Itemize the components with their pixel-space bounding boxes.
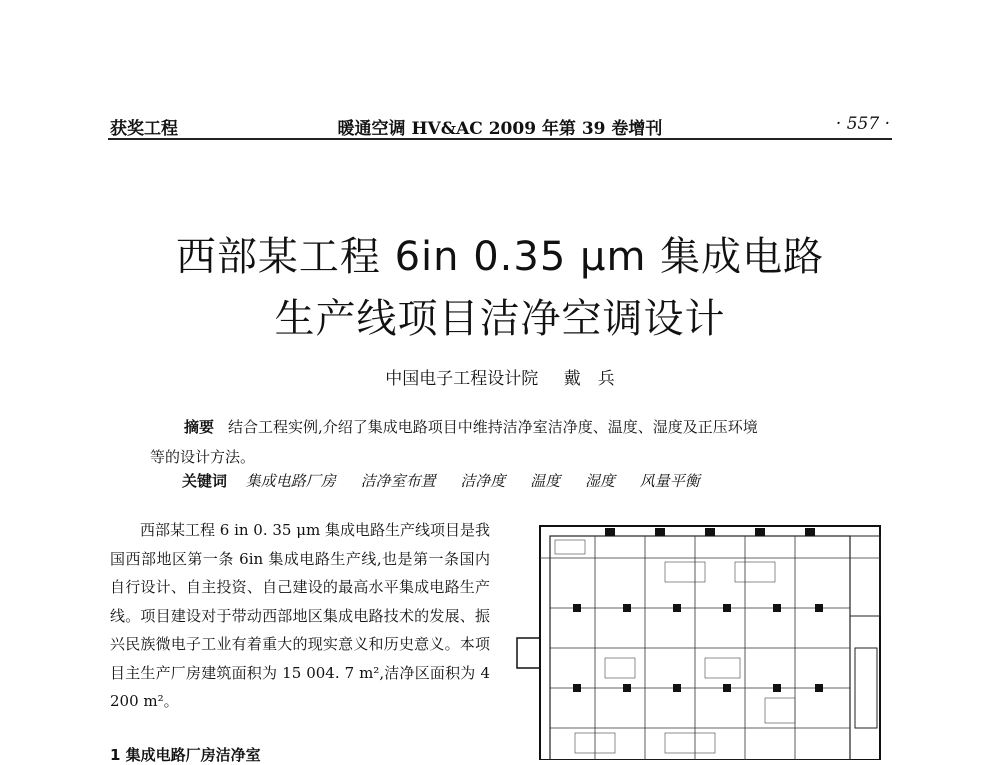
abstract-text-1: 结合工程实例,介绍了集成电路项目中维持洁净室洁净度、温度、湿度及正压环境 [228, 418, 758, 436]
title-line-2: 生产线项目洁净空调设计 [274, 296, 726, 342]
keywords [182, 470, 720, 491]
paper-title [0, 226, 1000, 350]
keywords-label: 关键词 [182, 472, 228, 490]
header-page-number: · 557 · [835, 114, 890, 134]
keyword: 集成电路厂房 [245, 472, 336, 490]
intro-paragraph: 西部某工程 6 in 0. 35 μm 集成电路生产线项目是我国西部地区第一条 6in 集成电路生产线,也是第一条国内自行设计、自主投资、自己建设的最高水平集成电路生产线。项目建设对于带动西部地区集成电路技术的发展、振兴民族微电子工业有着重大的现实意义和历史意义。本项目主生产厂房建筑面积为 15 004. 7 m²,洁净区面积为 4 200 m²。 [110, 521, 490, 710]
keyword: 温度 [530, 472, 561, 490]
author-line [0, 364, 1000, 389]
author-affiliation: 中国电子工程设计院 [385, 369, 539, 389]
abstract-line-1 [150, 412, 862, 442]
keyword: 洁净度 [460, 472, 506, 490]
keyword: 洁净室布置 [360, 472, 436, 490]
cleanroom-floor-plan-figure [515, 518, 893, 760]
section-heading: 1 集成电路厂房洁净室 [110, 746, 261, 764]
abstract-label: 摘要 [184, 418, 215, 436]
keyword: 湿度 [584, 472, 615, 490]
abstract [150, 412, 862, 472]
body-text [110, 516, 490, 716]
header-section: 获奖工程 [110, 119, 178, 139]
keyword: 风量平衡 [639, 472, 700, 490]
author-name: 戴 兵 [563, 369, 615, 389]
header-rule [108, 138, 892, 140]
abstract-line-2: 等的设计方法。 [150, 448, 256, 466]
title-line-1: 西部某工程 6in 0.35 μm 集成电路 [175, 234, 825, 280]
header-journal: 暖通空调 HV&AC 2009 年第 39 卷增刊 [337, 119, 663, 139]
running-header [110, 110, 890, 138]
